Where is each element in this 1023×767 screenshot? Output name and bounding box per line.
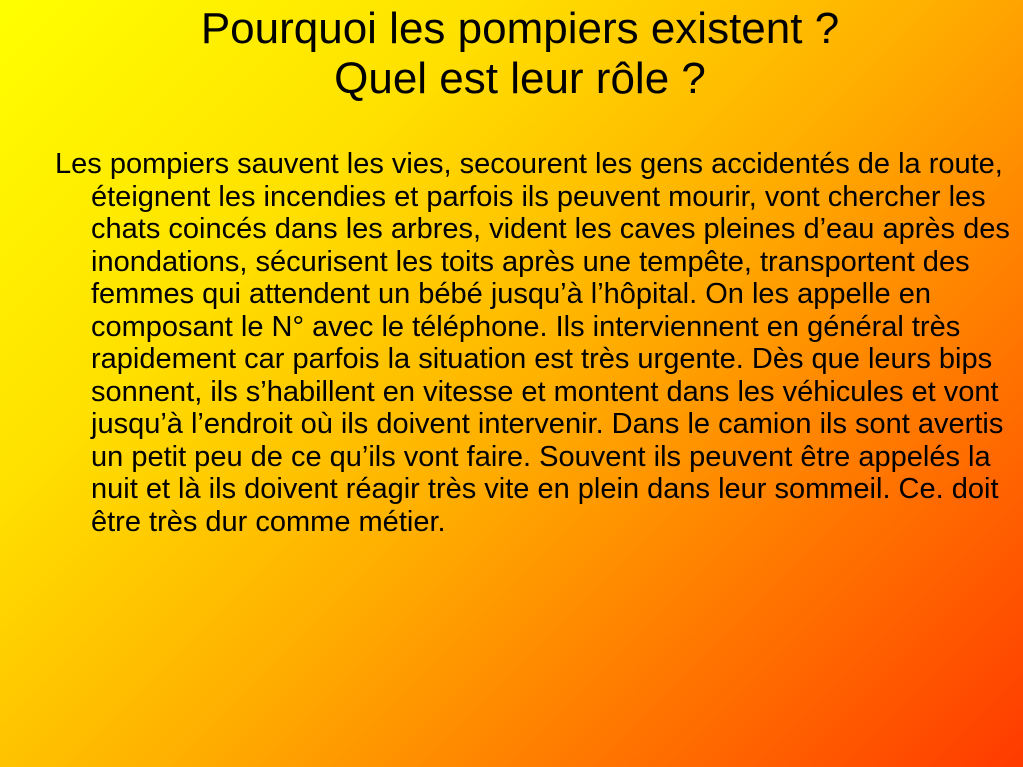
slide-title-line-1: Pourquoi les pompiers existent ? xyxy=(200,4,840,53)
slide-body-text: Les pompiers sauvent les vies, secourent les gens accidentés de la route, éteignent les incendies et parfois ils peuvent mourir, vont chercher les chats coincés dans les arbres, vident les caves pleines d’eau après des inondations, sécurisent les toits après une tempête, transportent des femmes qui attendent un bébé jusqu’à l’hôpital. On les appelle en composant le N° avec le téléphone. Ils interviennent en général très rapidement car parfois la situation est très urgente. Dès que leurs bips sonnent, ils s’habillent en vitesse et montent dans les véhicules et vont jusqu’à l’endroit où ils doivent intervenir. Dans le camion ils sont avertis un petit peu de ce qu’ils vont faire. Souvent ils peuvent être appelés la nuit et là ils doivent réagir très vite en plein dans leur sommeil. Ce. doit être très dur comme métier. xyxy=(55,148,1010,538)
slide-title xyxy=(60,4,980,104)
slide-title-line-2: Quel est leur rôle ? xyxy=(334,54,706,103)
